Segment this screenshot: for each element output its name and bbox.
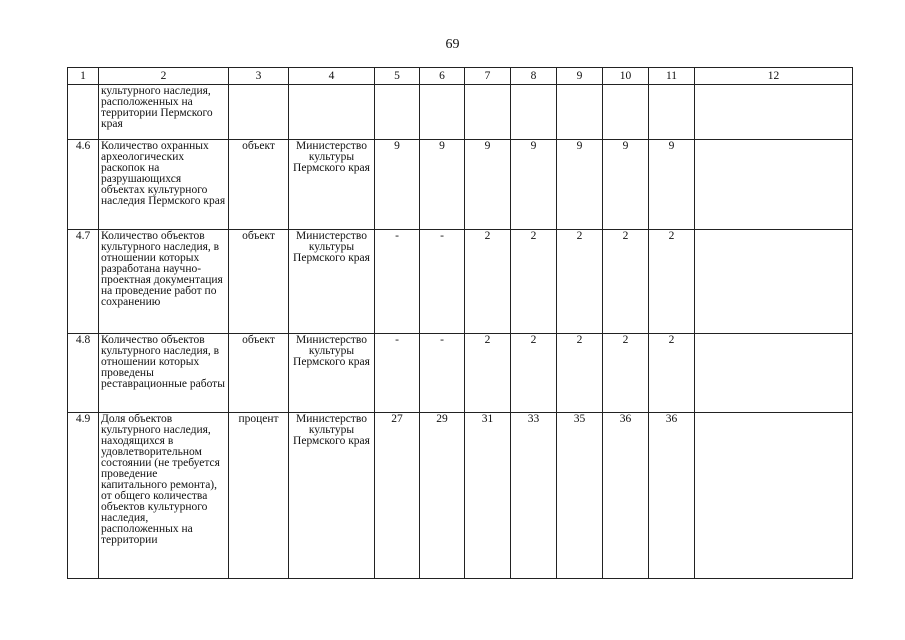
value-cell: 9: [603, 140, 649, 230]
value-cell: 9: [511, 140, 557, 230]
notes-cell: [695, 413, 853, 579]
value-cell: 9: [420, 140, 465, 230]
unit-cell: объект: [229, 140, 289, 230]
row-index: [68, 85, 99, 140]
value-cell: 2: [603, 230, 649, 334]
value-cell: 9: [649, 140, 695, 230]
value-cell: -: [420, 334, 465, 413]
table-row: [68, 413, 853, 579]
value-cell: 2: [511, 230, 557, 334]
value-cell: 27: [375, 413, 420, 579]
notes-cell: [695, 334, 853, 413]
value-cell: [603, 85, 649, 140]
responsible-cell: Министерство культуры Пермского края: [289, 230, 375, 334]
unit-cell: [229, 85, 289, 140]
value-cell: 2: [649, 230, 695, 334]
notes-cell: [695, 230, 853, 334]
header-cell: 12: [695, 68, 853, 85]
page-number: 69: [445, 37, 460, 52]
row-index: 4.6: [68, 140, 99, 230]
value-cell: 31: [465, 413, 511, 579]
value-cell: [465, 85, 511, 140]
indicator-name: культурного наследия, расположенных на территории Пермского края: [99, 85, 229, 140]
header-cell: 6: [420, 68, 465, 85]
value-cell: 36: [603, 413, 649, 579]
value-cell: 2: [649, 334, 695, 413]
notes-cell: [695, 85, 853, 140]
indicator-name: Количество охранных археологических раскопок на разрушающихся объектах культурного наследия Пермского края: [99, 140, 229, 230]
value-cell: -: [375, 230, 420, 334]
header-cell: 2: [99, 68, 229, 85]
row-index: 4.7: [68, 230, 99, 334]
value-cell: 9: [557, 140, 603, 230]
indicator-name: Доля объектов культурного наследия, находящихся в удовлетворительном состоянии (не требуется проведение капитального ремонта), от общего количества объектов культурного наследия, расположенных на территории: [99, 413, 229, 579]
responsible-cell: [289, 85, 375, 140]
header-cell: 10: [603, 68, 649, 85]
value-cell: 9: [465, 140, 511, 230]
header-cell: 7: [465, 68, 511, 85]
responsible-cell: Министерство культуры Пермского края: [289, 140, 375, 230]
value-cell: [649, 85, 695, 140]
value-cell: 2: [603, 334, 649, 413]
header-cell: 1: [68, 68, 99, 85]
value-cell: 2: [465, 334, 511, 413]
value-cell: [557, 85, 603, 140]
value-cell: [420, 85, 465, 140]
table-row: [68, 334, 853, 413]
unit-cell: процент: [229, 413, 289, 579]
unit-cell: объект: [229, 334, 289, 413]
value-cell: 2: [557, 334, 603, 413]
header-cell: 11: [649, 68, 695, 85]
value-cell: -: [375, 334, 420, 413]
row-index: 4.9: [68, 413, 99, 579]
indicator-name: Количество объектов культурного наследия, в отношении которых проведены реставрационные работы: [99, 334, 229, 413]
value-cell: 29: [420, 413, 465, 579]
value-cell: [511, 85, 557, 140]
indicators-table: [67, 67, 853, 579]
header-row: [68, 68, 853, 85]
table-row: [68, 230, 853, 334]
table-row: [68, 140, 853, 230]
value-cell: 33: [511, 413, 557, 579]
value-cell: -: [420, 230, 465, 334]
value-cell: 2: [465, 230, 511, 334]
row-index: 4.8: [68, 334, 99, 413]
header-cell: 3: [229, 68, 289, 85]
value-cell: [375, 85, 420, 140]
responsible-cell: Министерство культуры Пермского края: [289, 413, 375, 579]
header-cell: 5: [375, 68, 420, 85]
table-row: [68, 85, 853, 140]
header-cell: 4: [289, 68, 375, 85]
responsible-cell: Министерство культуры Пермского края: [289, 334, 375, 413]
value-cell: 2: [557, 230, 603, 334]
value-cell: 2: [511, 334, 557, 413]
header-cell: 9: [557, 68, 603, 85]
value-cell: 35: [557, 413, 603, 579]
unit-cell: объект: [229, 230, 289, 334]
value-cell: 9: [375, 140, 420, 230]
header-cell: 8: [511, 68, 557, 85]
value-cell: 36: [649, 413, 695, 579]
indicator-name: Количество объектов культурного наследия, в отношении которых разработана научно-проектная документация на проведение работ по сохранению: [99, 230, 229, 334]
notes-cell: [695, 140, 853, 230]
